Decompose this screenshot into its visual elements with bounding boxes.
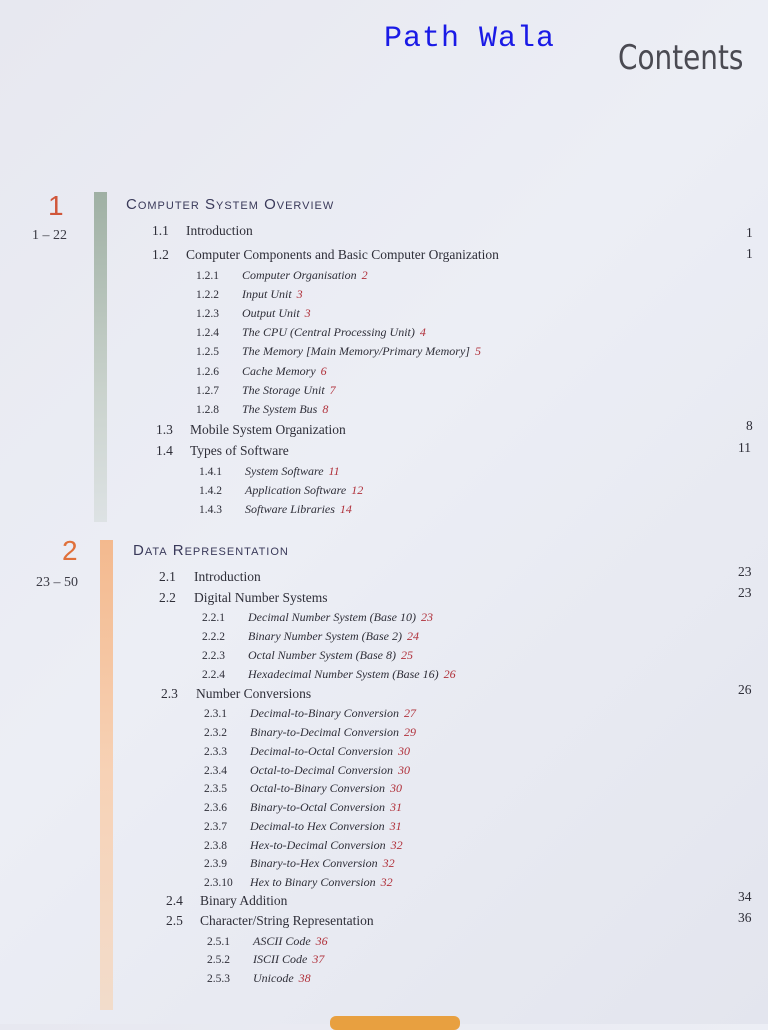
subsection-number: 1.4.1 bbox=[199, 466, 222, 478]
toc-subsection-row[interactable] bbox=[202, 646, 413, 664]
chapter-1-number: 1 bbox=[48, 190, 64, 221]
subsection-page: 37 bbox=[312, 952, 325, 966]
subsection-page: 30 bbox=[389, 781, 402, 795]
subsection-title: Binary-to-Hex Conversion bbox=[250, 856, 378, 870]
section-number: 2.1 bbox=[159, 569, 176, 584]
subsection-number: 2.3.7 bbox=[204, 821, 227, 833]
toc-section-row[interactable] bbox=[152, 246, 499, 264]
toc-subsection-row[interactable] bbox=[204, 817, 402, 835]
toc-section-row[interactable] bbox=[166, 892, 287, 910]
subsection-number: 1.4.2 bbox=[199, 485, 222, 497]
subsection-title: The System Bus bbox=[242, 402, 318, 416]
section-page: 34 bbox=[738, 889, 752, 904]
subsection-title: Output Unit bbox=[242, 306, 300, 320]
subsection-title: The CPU (Central Processing Unit) bbox=[242, 325, 415, 339]
toc-subsection-row[interactable] bbox=[199, 481, 363, 499]
subsection-title: Binary-to-Decimal Conversion bbox=[250, 725, 399, 739]
subsection-page: 23 bbox=[420, 610, 433, 624]
section-title: Computer Components and Basic Computer Organization bbox=[186, 247, 499, 262]
subsection-number: 1.2.7 bbox=[196, 385, 219, 397]
subsection-page: 3 bbox=[296, 287, 303, 301]
subsection-number: 2.3.10 bbox=[204, 877, 233, 889]
section-number: 1.3 bbox=[156, 422, 173, 437]
section-title: Mobile System Organization bbox=[190, 422, 346, 437]
toc-subsection-row[interactable] bbox=[207, 950, 324, 968]
subsection-title: Hex to Binary Conversion bbox=[250, 875, 376, 889]
subsection-number: 2.2.3 bbox=[202, 650, 225, 662]
section-title: Digital Number Systems bbox=[194, 590, 328, 605]
subsection-number: 2.5.1 bbox=[207, 936, 230, 948]
subsection-number: 1.2.5 bbox=[196, 346, 219, 358]
section-title: Introduction bbox=[186, 223, 253, 238]
toc-subsection-row[interactable] bbox=[204, 779, 402, 797]
section-page: 23 bbox=[738, 585, 752, 600]
subsection-title: Decimal-to-Binary Conversion bbox=[250, 706, 399, 720]
subsection-title: Decimal Number System (Base 10) bbox=[248, 610, 416, 624]
section-page: 36 bbox=[738, 910, 752, 925]
section-page: 1 bbox=[746, 246, 753, 261]
subsection-page: 24 bbox=[406, 629, 419, 643]
subsection-number: 2.3.2 bbox=[204, 727, 227, 739]
subsection-title: ASCII Code bbox=[253, 934, 311, 948]
chapter-1-page-range: 1 – 22 bbox=[32, 228, 67, 243]
toc-subsection-row[interactable] bbox=[196, 362, 327, 380]
toc-subsection-row[interactable] bbox=[202, 665, 456, 683]
subsection-number: 2.3.5 bbox=[204, 783, 227, 795]
toc-section-row[interactable] bbox=[159, 589, 328, 607]
toc-subsection-row[interactable] bbox=[199, 462, 340, 480]
toc-subsection-row[interactable] bbox=[196, 285, 303, 303]
subsection-page: 12 bbox=[351, 483, 364, 497]
toc-subsection-row[interactable] bbox=[196, 381, 336, 399]
subsection-number: 1.2.8 bbox=[196, 404, 219, 416]
subsection-number: 2.3.3 bbox=[204, 746, 227, 758]
subsection-number: 2.2.1 bbox=[202, 612, 225, 624]
subsection-title: Octal-to-Decimal Conversion bbox=[250, 763, 393, 777]
subsection-number: 1.2.6 bbox=[196, 366, 219, 378]
subsection-page: 5 bbox=[474, 344, 481, 358]
page-title: Contents bbox=[618, 38, 744, 78]
chapter-1-title: Computer System Overview bbox=[126, 196, 335, 213]
subsection-title: Binary-to-Octal Conversion bbox=[250, 800, 385, 814]
subsection-title: ISCII Code bbox=[253, 952, 308, 966]
toc-subsection-row[interactable] bbox=[196, 400, 328, 418]
toc-section-row[interactable] bbox=[159, 568, 261, 586]
subsection-page: 30 bbox=[397, 763, 410, 777]
section-page: 8 bbox=[746, 418, 753, 433]
section-number: 2.5 bbox=[166, 913, 183, 928]
toc-subsection-row[interactable] bbox=[196, 304, 311, 322]
subsection-number: 2.5.2 bbox=[207, 954, 230, 966]
subsection-page: 2 bbox=[361, 268, 368, 282]
subsection-title: Binary Number System (Base 2) bbox=[248, 629, 402, 643]
section-number: 1.1 bbox=[152, 223, 169, 238]
section-number: 2.2 bbox=[159, 590, 176, 605]
subsection-title: System Software bbox=[245, 464, 324, 478]
subsection-title: Decimal-to Hex Conversion bbox=[250, 819, 385, 833]
subsection-title: The Storage Unit bbox=[242, 383, 325, 397]
section-number: 2.4 bbox=[166, 893, 183, 908]
toc-subsection-row[interactable] bbox=[196, 323, 426, 341]
section-page: 26 bbox=[738, 682, 752, 697]
subsection-number: 2.3.4 bbox=[204, 765, 227, 777]
subsection-page: 27 bbox=[403, 706, 416, 720]
section-number: 2.3 bbox=[161, 686, 178, 701]
toc-subsection-row[interactable] bbox=[204, 798, 402, 816]
subsection-page: 31 bbox=[389, 800, 402, 814]
chapter-1-color-bar bbox=[94, 192, 107, 522]
subsection-number: 2.2.2 bbox=[202, 631, 225, 643]
section-title: Binary Addition bbox=[200, 893, 288, 908]
subsection-title: Octal Number System (Base 8) bbox=[248, 648, 396, 662]
toc-subsection-row[interactable] bbox=[202, 627, 419, 645]
watermark-text: Path Wala bbox=[384, 22, 556, 56]
subsection-page: 4 bbox=[419, 325, 426, 339]
toc-subsection-row[interactable] bbox=[196, 342, 481, 360]
subsection-title: Unicode bbox=[253, 971, 294, 985]
subsection-number: 1.2.4 bbox=[196, 327, 219, 339]
section-title: Character/String Representation bbox=[200, 913, 374, 928]
toc-subsection-row[interactable] bbox=[204, 761, 410, 779]
subsection-page: 25 bbox=[400, 648, 413, 662]
toc-subsection-row[interactable] bbox=[207, 932, 328, 950]
subsection-page: 32 bbox=[380, 875, 393, 889]
section-title: Number Conversions bbox=[196, 686, 312, 701]
subsection-page: 3 bbox=[304, 306, 311, 320]
page-edge-tab bbox=[330, 1016, 460, 1030]
subsection-page: 31 bbox=[389, 819, 402, 833]
subsection-title: The Memory [Main Memory/Primary Memory] bbox=[242, 344, 470, 358]
subsection-page: 11 bbox=[328, 464, 340, 478]
subsection-page: 32 bbox=[382, 856, 395, 870]
toc-section-row[interactable] bbox=[156, 442, 289, 460]
subsection-title: Cache Memory bbox=[242, 364, 316, 378]
subsection-number: 1.4.3 bbox=[199, 504, 222, 516]
section-page: 11 bbox=[738, 440, 751, 455]
chapter-2-title: Data Representation bbox=[133, 542, 289, 559]
toc-section-row[interactable] bbox=[152, 222, 253, 240]
subsection-number: 2.2.4 bbox=[202, 669, 225, 681]
subsection-title: Computer Organisation bbox=[242, 268, 357, 282]
section-title: Introduction bbox=[194, 569, 261, 584]
chapter-2-page-range: 23 – 50 bbox=[36, 575, 78, 590]
toc-section-row[interactable] bbox=[156, 421, 346, 439]
subsection-page: 7 bbox=[329, 383, 336, 397]
toc-section-row[interactable] bbox=[161, 685, 311, 703]
subsection-page: 30 bbox=[397, 744, 410, 758]
chapter-2-number: 2 bbox=[62, 535, 78, 566]
subsection-page: 29 bbox=[403, 725, 416, 739]
toc-subsection-row[interactable] bbox=[204, 873, 393, 891]
subsection-page: 26 bbox=[443, 667, 456, 681]
subsection-page: 36 bbox=[315, 934, 328, 948]
subsection-title: Software Libraries bbox=[245, 502, 335, 516]
subsection-page: 38 bbox=[298, 971, 311, 985]
subsection-page: 14 bbox=[339, 502, 352, 516]
section-page: 1 bbox=[746, 225, 753, 240]
subsection-page: 8 bbox=[322, 402, 329, 416]
subsection-page: 32 bbox=[390, 838, 403, 852]
subsection-number: 2.5.3 bbox=[207, 973, 230, 985]
toc-subsection-row[interactable] bbox=[204, 836, 403, 854]
subsection-page: 6 bbox=[320, 364, 327, 378]
subsection-number: 2.3.9 bbox=[204, 858, 227, 870]
toc-subsection-row[interactable] bbox=[207, 969, 311, 987]
subsection-title: Application Software bbox=[245, 483, 347, 497]
subsection-number: 2.3.8 bbox=[204, 840, 227, 852]
subsection-number: 1.2.3 bbox=[196, 308, 219, 320]
section-title: Types of Software bbox=[190, 443, 289, 458]
section-number: 1.2 bbox=[152, 247, 169, 262]
section-page: 23 bbox=[738, 564, 752, 579]
toc-subsection-row[interactable] bbox=[204, 854, 395, 872]
toc-section-row[interactable] bbox=[166, 912, 374, 930]
subsection-title: Hex-to-Decimal Conversion bbox=[250, 838, 386, 852]
subsection-title: Octal-to-Binary Conversion bbox=[250, 781, 385, 795]
toc-subsection-row[interactable] bbox=[204, 704, 416, 722]
subsection-title: Decimal-to-Octal Conversion bbox=[250, 744, 393, 758]
toc-subsection-row[interactable] bbox=[196, 266, 368, 284]
toc-subsection-row[interactable] bbox=[204, 723, 416, 741]
subsection-number: 1.2.2 bbox=[196, 289, 219, 301]
subsection-title: Input Unit bbox=[242, 287, 292, 301]
section-number: 1.4 bbox=[156, 443, 173, 458]
subsection-number: 2.3.6 bbox=[204, 802, 227, 814]
chapter-2-color-bar bbox=[100, 540, 113, 1010]
subsection-number: 1.2.1 bbox=[196, 270, 219, 282]
toc-subsection-row[interactable] bbox=[204, 742, 410, 760]
toc-subsection-row[interactable] bbox=[202, 608, 433, 626]
subsection-number: 2.3.1 bbox=[204, 708, 227, 720]
subsection-title: Hexadecimal Number System (Base 16) bbox=[248, 667, 439, 681]
toc-subsection-row[interactable] bbox=[199, 500, 352, 518]
